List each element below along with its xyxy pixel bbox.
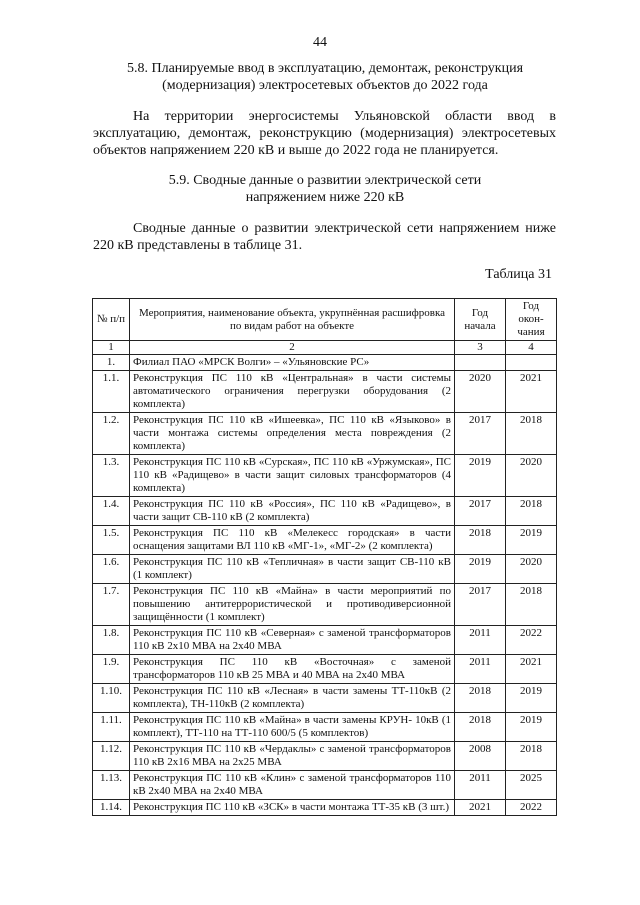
section-5-9-heading [95,172,555,206]
row-start-year [455,355,506,371]
row-start-year: 2011 [455,655,506,684]
row-description: Реконструкция ПС 110 кВ «Майна» в части мероприятий по повышению антитеррористической и противодиверсионной защищённости (1 комплект) [130,584,455,626]
row-end-year: 2025 [506,771,557,800]
section-5-8-paragraph: На территории энергосистемы Ульяновской области ввод в эксплуатацию, демонтаж, реконструкцию (модернизация) электросетевых объектов напряжением 220 кВ и выше до 2022 года не планируется. [93,109,556,158]
row-end-year: 2018 [506,742,557,771]
row-number: 1.1. [93,371,130,413]
table-row [93,800,557,816]
table-row [93,713,557,742]
table-body [93,355,557,816]
index-cell: 1 [93,341,130,355]
row-start-year: 2011 [455,626,506,655]
table-caption: Таблица 31 [485,267,552,282]
table-row [93,371,557,413]
row-description: Филиал ПАО «МРСК Волги» – «Ульяновские РС» [130,355,455,371]
row-description: Реконструкция ПС 110 кВ «ЗСК» в части монтажа ТТ-35 кВ (3 шт.) [130,800,455,816]
row-start-year: 2008 [455,742,506,771]
row-description: Реконструкция ПС 110 кВ «Лесная» в части замены ТТ-110кВ (2 комплекта), ТН-110кВ (2 комплекта) [130,684,455,713]
row-start-year: 2018 [455,684,506,713]
table-31 [92,298,557,816]
table-row [93,684,557,713]
row-end-year [506,355,557,371]
table-row [93,413,557,455]
row-end-year: 2018 [506,497,557,526]
row-description: Реконструкция ПС 110 кВ «Ишеевка», ПС 110 кВ «Языково» в части монтажа системы определения места повреждения (2 комплекта) [130,413,455,455]
row-description: Реконструкция ПС 110 кВ «Восточная» с заменой трансформаторов 110 кВ 25 МВА и 40 МВА на 2х40 МВА [130,655,455,684]
row-start-year: 2019 [455,455,506,497]
row-number: 1.4. [93,497,130,526]
header-start-year: Год начала [455,299,506,341]
row-end-year: 2021 [506,371,557,413]
table-row [93,742,557,771]
row-number: 1.8. [93,626,130,655]
table-row [93,655,557,684]
row-number: 1.12. [93,742,130,771]
section-5-8-title-line2: (модернизация) электросетевых объектов до 2022 года [162,78,488,93]
row-description: Реконструкция ПС 110 кВ «Россия», ПС 110 кВ «Радищево», в части защит СВ-110 кВ (2 комплекта) [130,497,455,526]
row-start-year: 2021 [455,800,506,816]
header-description: Мероприятия, наименование объекта, укрупнённая расшифровка по видам работ на объекте [130,299,455,341]
row-number: 1.11. [93,713,130,742]
index-cell: 4 [506,341,557,355]
table-row [93,497,557,526]
row-start-year: 2018 [455,713,506,742]
table-row [93,526,557,555]
row-end-year: 2018 [506,584,557,626]
row-number: 1. [93,355,130,371]
row-description: Реконструкция ПС 110 кВ «Клин» с заменой трансформаторов 110 кВ 2х40 МВА на 2х40 МВА [130,771,455,800]
section-5-9-title-line2: напряжением ниже 220 кВ [245,190,405,205]
row-end-year: 2018 [506,413,557,455]
row-start-year: 2017 [455,497,506,526]
header-no: № п/п [93,299,130,341]
section-5-9-title-line1: 5.9. Сводные данные о развитии электрической сети [168,173,482,188]
row-start-year: 2018 [455,526,506,555]
row-number: 1.9. [93,655,130,684]
section-5-8-heading [95,60,555,94]
row-start-year: 2011 [455,771,506,800]
section-5-8-title-line1: 5.8. Планируемые ввод в эксплуатацию, демонтаж, реконструкция [126,61,524,76]
table-row [93,584,557,626]
header-end-year: Год окон- чания [506,299,557,341]
row-description: Реконструкция ПС 110 кВ «Майна» в части замены КРУН- 10кВ (1 комплект), ТТ-110 на ТТ-110 600/5 (5 комплектов) [130,713,455,742]
row-number: 1.14. [93,800,130,816]
row-number: 1.3. [93,455,130,497]
index-cell: 2 [130,341,455,355]
table-index-row [93,341,557,355]
section-5-9-paragraph: Сводные данные о развитии электрической сети напряжением ниже 220 кВ представлены в таблице 31. [93,221,556,253]
table-row [93,626,557,655]
index-cell: 3 [455,341,506,355]
row-start-year: 2019 [455,555,506,584]
row-start-year: 2020 [455,371,506,413]
row-end-year: 2019 [506,526,557,555]
row-description: Реконструкция ПС 110 кВ «Сурская», ПС 110 кВ «Уржумская», ПС 110 кВ «Радищево» в части защит силовых трансформаторов (4 комплекта) [130,455,455,497]
page-number: 44 [313,35,327,50]
row-end-year: 2019 [506,684,557,713]
table-row [93,455,557,497]
row-number: 1.10. [93,684,130,713]
table-row [93,771,557,800]
row-number: 1.5. [93,526,130,555]
row-number: 1.7. [93,584,130,626]
row-number: 1.6. [93,555,130,584]
row-end-year: 2022 [506,626,557,655]
row-number: 1.13. [93,771,130,800]
row-end-year: 2019 [506,713,557,742]
row-number: 1.2. [93,413,130,455]
row-start-year: 2017 [455,584,506,626]
table-row [93,355,557,371]
row-description: Реконструкция ПС 110 кВ «Мелекесс городская» в части оснащения защитами ВЛ 110 кВ «МГ-1», «МГ-2» (2 комплекта) [130,526,455,555]
row-description: Реконструкция ПС 110 кВ «Чердаклы» с заменой трансформаторов 110 кВ 2х16 МВА на 2х25 МВА [130,742,455,771]
row-end-year: 2022 [506,800,557,816]
row-end-year: 2021 [506,655,557,684]
row-start-year: 2017 [455,413,506,455]
row-end-year: 2020 [506,555,557,584]
row-end-year: 2020 [506,455,557,497]
row-description: Реконструкция ПС 110 кВ «Центральная» в части системы автоматического ограничения перегрузки оборудования (2 комплекта) [130,371,455,413]
table-header-row [93,299,557,341]
table-row [93,555,557,584]
row-description: Реконструкция ПС 110 кВ «Тепличная» в части защит СВ-110 кВ (1 комплект) [130,555,455,584]
row-description: Реконструкция ПС 110 кВ «Северная» с заменой трансформаторов 110 кВ 2х10 МВА на 2х40 МВА [130,626,455,655]
